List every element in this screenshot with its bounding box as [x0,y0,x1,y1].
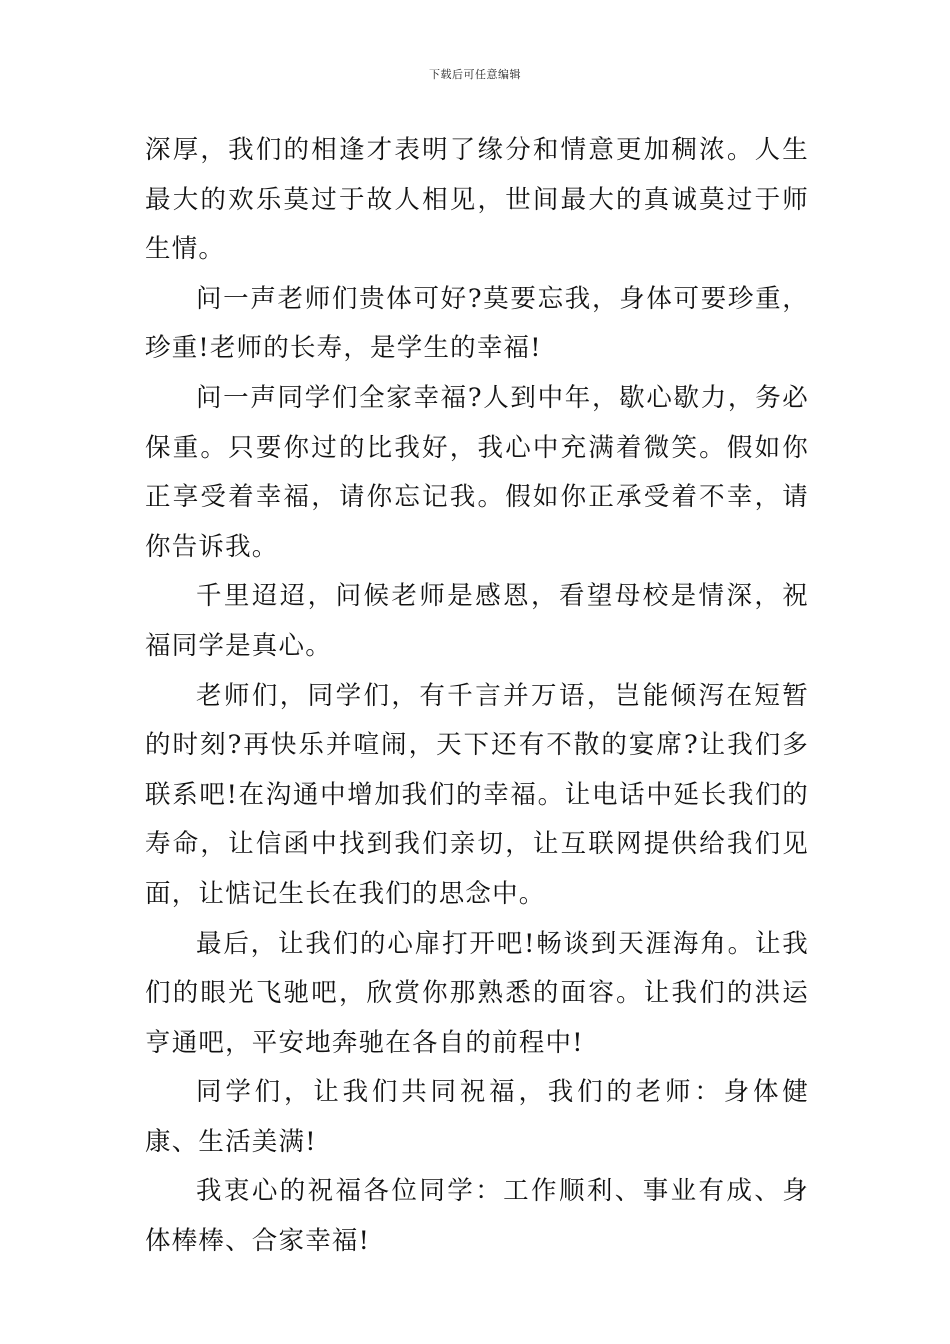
paragraph-1: 深厚，我们的相逢才表明了缘分和情意更加稠浓。人生最大的欢乐莫过于故人相见，世间最大的真诚莫过于师生情。 [145,135,809,265]
paragraph-7: 同学们，让我们共同祝福，我们的老师：身体健康、生活美满! [145,1077,809,1157]
paragraph-6: 最后，让我们的心扉打开吧!畅谈到天涯海角。让我们的眼光飞驰吧，欣赏你那熟悉的面容。让我们的洪运亨通吧，平安地奔驰在各自的前程中! [145,928,809,1058]
paragraph-4: 千里迢迢，问候老师是感恩，看望母校是情深，祝福同学是真心。 [145,581,809,661]
paragraph-3: 问一声同学们全家幸福?人到中年，歇心歇力，务必保重。只要你过的比我好，我心中充满着微笑。假如你正享受着幸福，请你忘记我。假如你正承受着不幸，请你告诉我。 [145,382,809,562]
page-header: 下载后可任意编辑 [429,68,521,81]
paragraph-2: 问一声老师们贵体可好?莫要忘我，身体可要珍重，珍重!老师的长寿，是学生的幸福! [145,283,809,364]
paragraph-8: 我衷心的祝福各位同学：工作顺利、事业有成、身体棒棒、合家幸福! [145,1176,809,1257]
document-body [145,126,809,1267]
paragraph-5: 老师们，同学们，有千言并万语，岂能倾泻在短暂的时刻?再快乐并喧闹，天下还有不散的宴席?让我们多联系吧!在沟通中增加我们的幸福。让电话中延长我们的寿命，让信函中找到我们亲切，让互联网提供给我们见面，让惦记生长在我们的思念中。 [145,680,809,909]
